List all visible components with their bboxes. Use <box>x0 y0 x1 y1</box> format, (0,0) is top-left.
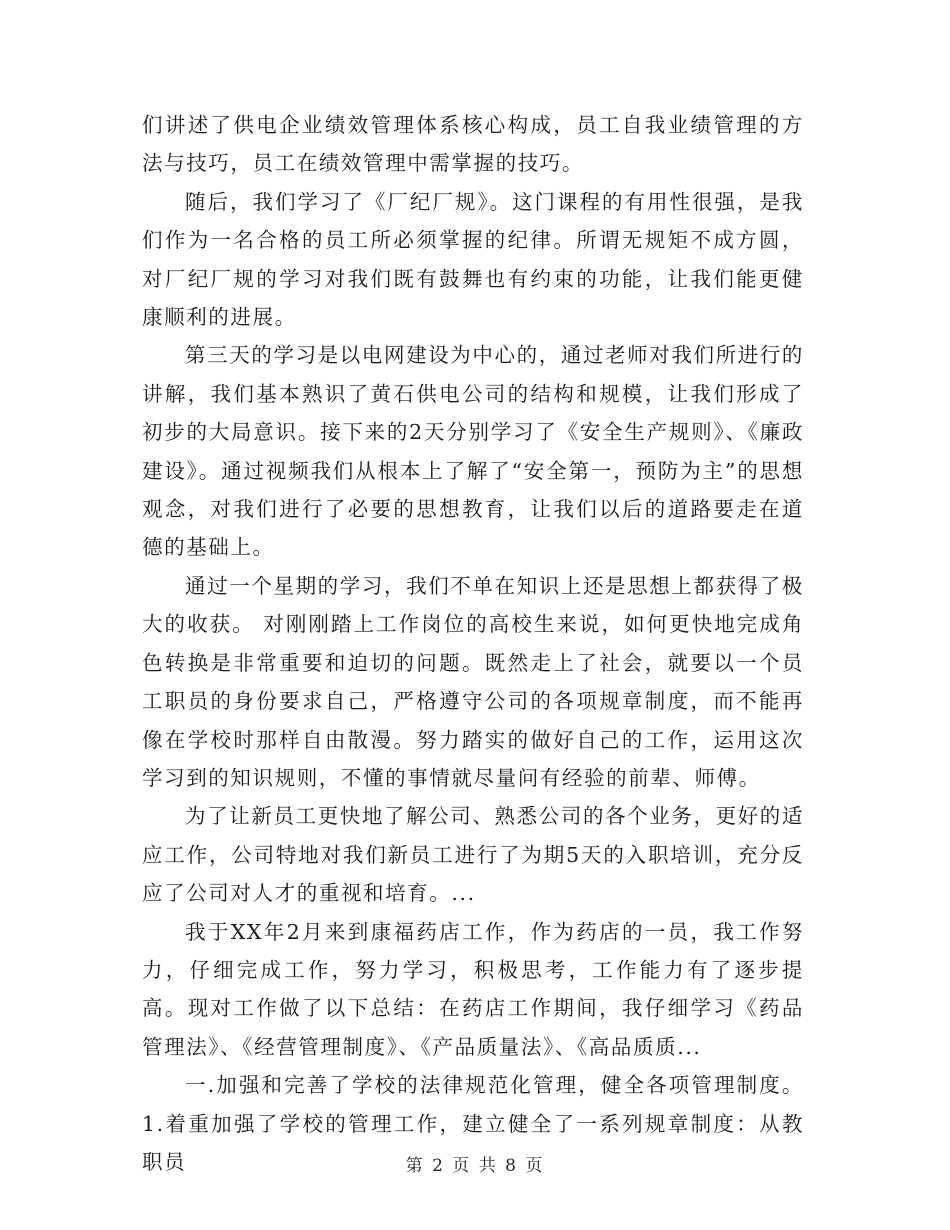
paragraph-6: 我于XX年2月来到康福药店工作，作为药店的一员，我工作努力，仔细完成工作，努力学习，积极思考，工作能力有了逐步提高。现对工作做了以下总结：在药店工作期间，我仔细学习《药品管理法》、《经营管理制度》、《产品质量法》、《高品质质... <box>142 919 804 1059</box>
page-footer: 第 2 页 共 8 页 <box>405 1156 545 1176</box>
paragraph-1-continued: 们讲述了供电企业绩效管理体系核心构成，员工自我业绩管理的方法与技巧，员工在绩效管理中需掌握的技巧。 <box>142 113 804 176</box>
paragraph-2: 随后，我们学习了《厂纪厂规》。这门课程的有用性很强，是我们作为一名合格的员工所必须掌握的纪律。所谓无规矩不成方圆，对厂纪厂规的学习对我们既有鼓舞也有约束的功能，让我们能更健康顺利的进展。 <box>142 189 804 330</box>
paragraph-5: 为了让新员工更快地了解公司、熟悉公司的各个业务，更好的适应工作，公司特地对我们新员工进行了为期5天的入职培训，充分反应了公司对人才的重视和培育。... <box>142 804 804 906</box>
paragraph-4: 通过一个星期的学习，我们不单在知识上还是思想上都获得了极大的收获。 对刚刚踏上工作岗位的高校生来说，如何更快地完成角色转换是非常重要和迫切的问题。既然走上了社会，就要以一个员工职员的身份要求自己，严格遵守公司的各项规章制度，而不能再像在学校时那样自由散漫。努力踏实的做好自己的工作，运用这次学习到的知识规则，不懂的事情就尽量问有经验的前辈、师傅。 <box>142 573 804 790</box>
document-body <box>142 106 804 1181</box>
paragraph-7: 一.加强和完善了学校的法律规范化管理，健全各项管理制度。1.着重加强了学校的管理工作，建立健全了一系列规章制度：从教职员 <box>142 1073 804 1174</box>
paragraph-3: 第三天的学习是以电网建设为中心的，通过老师对我们所进行的讲解，我们基本熟识了黄石供电公司的结构和规模，让我们形成了初步的大局意识。接下来的2天分别学习了《安全生产规则》、《廉政建设》。通过视频我们从根本上了解了“安全第一，预防为主”的思想观念，对我们进行了必要的思想教育，让我们以后的道路要走在道德的基础上。 <box>142 343 804 560</box>
